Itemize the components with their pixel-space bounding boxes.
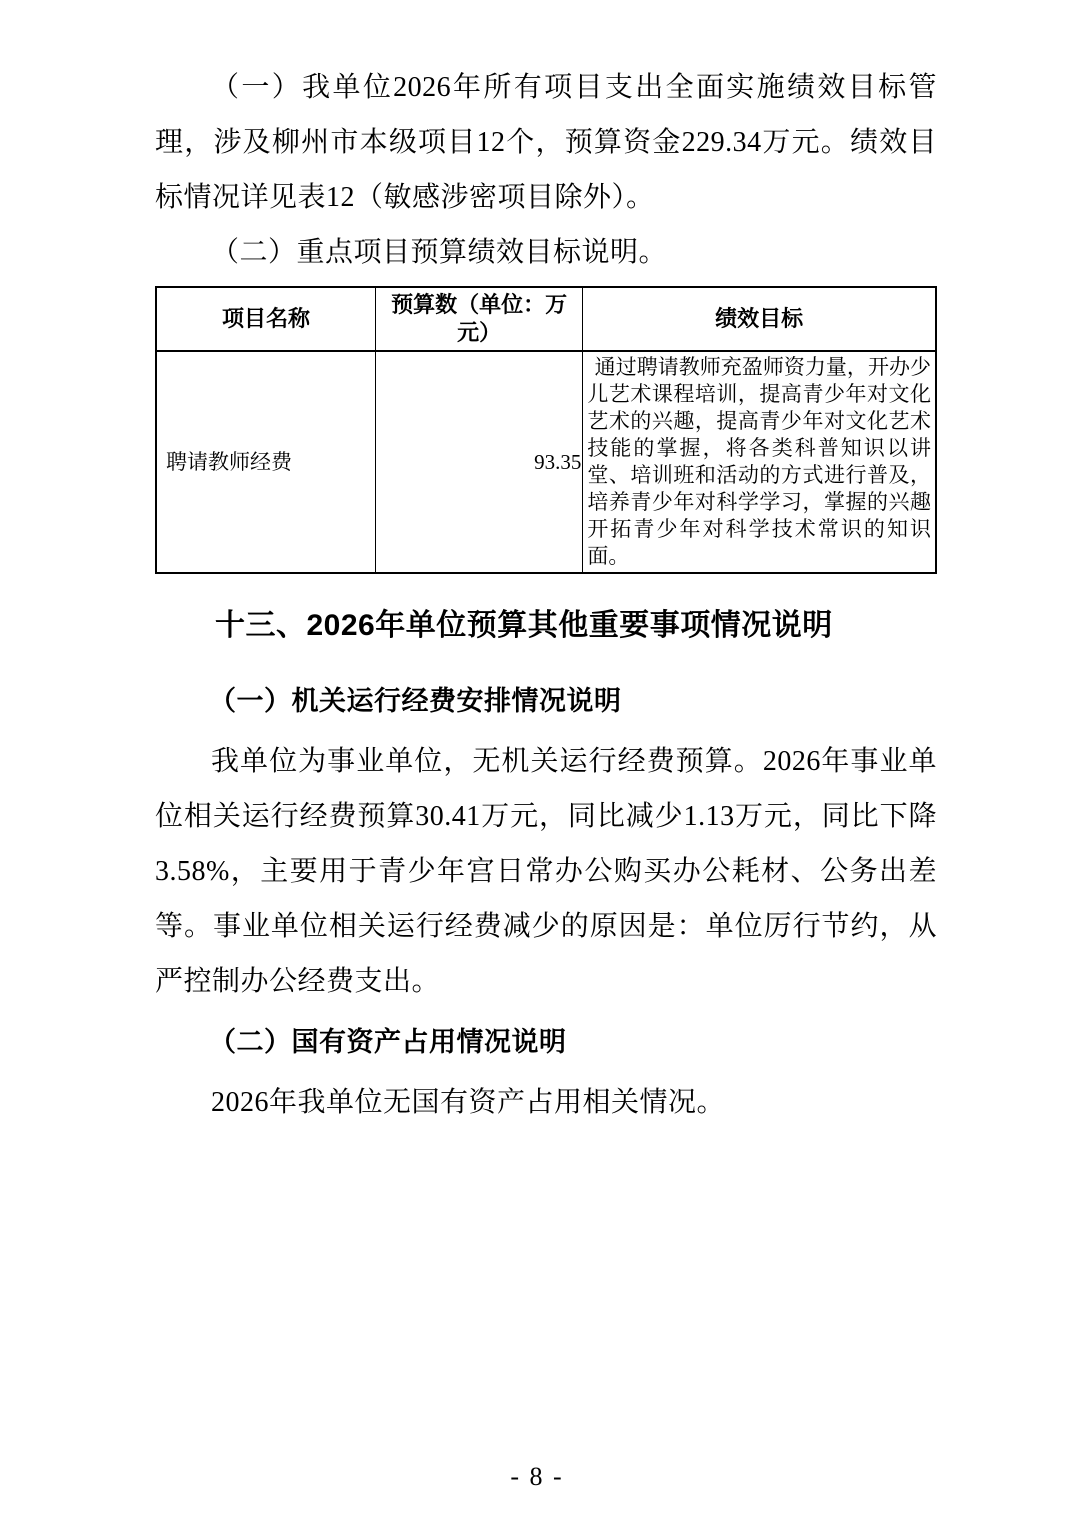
header-performance-target: 绩效目标	[583, 287, 936, 351]
performance-target-table	[155, 286, 937, 574]
table-body	[156, 351, 936, 573]
document-content	[155, 60, 937, 1130]
table-head	[156, 287, 936, 351]
subsection-1-heading: （一）机关运行经费安排情况说明	[209, 686, 622, 716]
para-operating-expense: 我单位为事业单位，无机关运行经费预算。2026年事业单位相关运行经费预算30.41万元，同比减少1.13万元，同比下降3.58%，主要用于青少年宫日常办公购买办公耗材、公务出差等。事业单位相关运行经费减少的原因是：单位厉行节约，从严控制办公经费支出。	[155, 746, 937, 997]
page-number: - 8 -	[510, 1462, 564, 1491]
table-header-row	[156, 287, 936, 351]
header-project-name: 项目名称	[156, 287, 375, 351]
subsection-2-heading: （二）国有资产占用情况说明	[209, 1027, 567, 1057]
cell-budget: 93.35	[375, 351, 582, 573]
cell-project-name: 聘请教师经费	[156, 351, 375, 573]
header-budget: 预算数（单位：万元）	[375, 287, 582, 351]
table-row	[156, 351, 936, 573]
para-state-assets: 2026年我单位无国有资产占用相关情况。	[211, 1087, 726, 1118]
section-13-heading: 十三、2026年单位预算其他重要事项情况说明	[215, 609, 833, 642]
para-key-project-note: （二）重点项目预算绩效目标说明。	[211, 237, 668, 268]
para-performance-overview: （一）我单位2026年所有项目支出全面实施绩效目标管理，涉及柳州市本级项目12个，预算资金229.34万元。绩效目标情况详见表12（敏感涉密项目除外）。	[155, 72, 937, 213]
cell-performance-target: 通过聘请教师充盈师资力量，开办少儿艺术课程培训，提高青少年对文化艺术的兴趣，提高青少年对文化艺术技能的掌握，将各类科普知识以讲堂、培训班和活动的方式进行普及，培养青少年对科学学习，掌握的兴趣开拓青少年对科学技术常识的知识面。	[583, 351, 936, 573]
